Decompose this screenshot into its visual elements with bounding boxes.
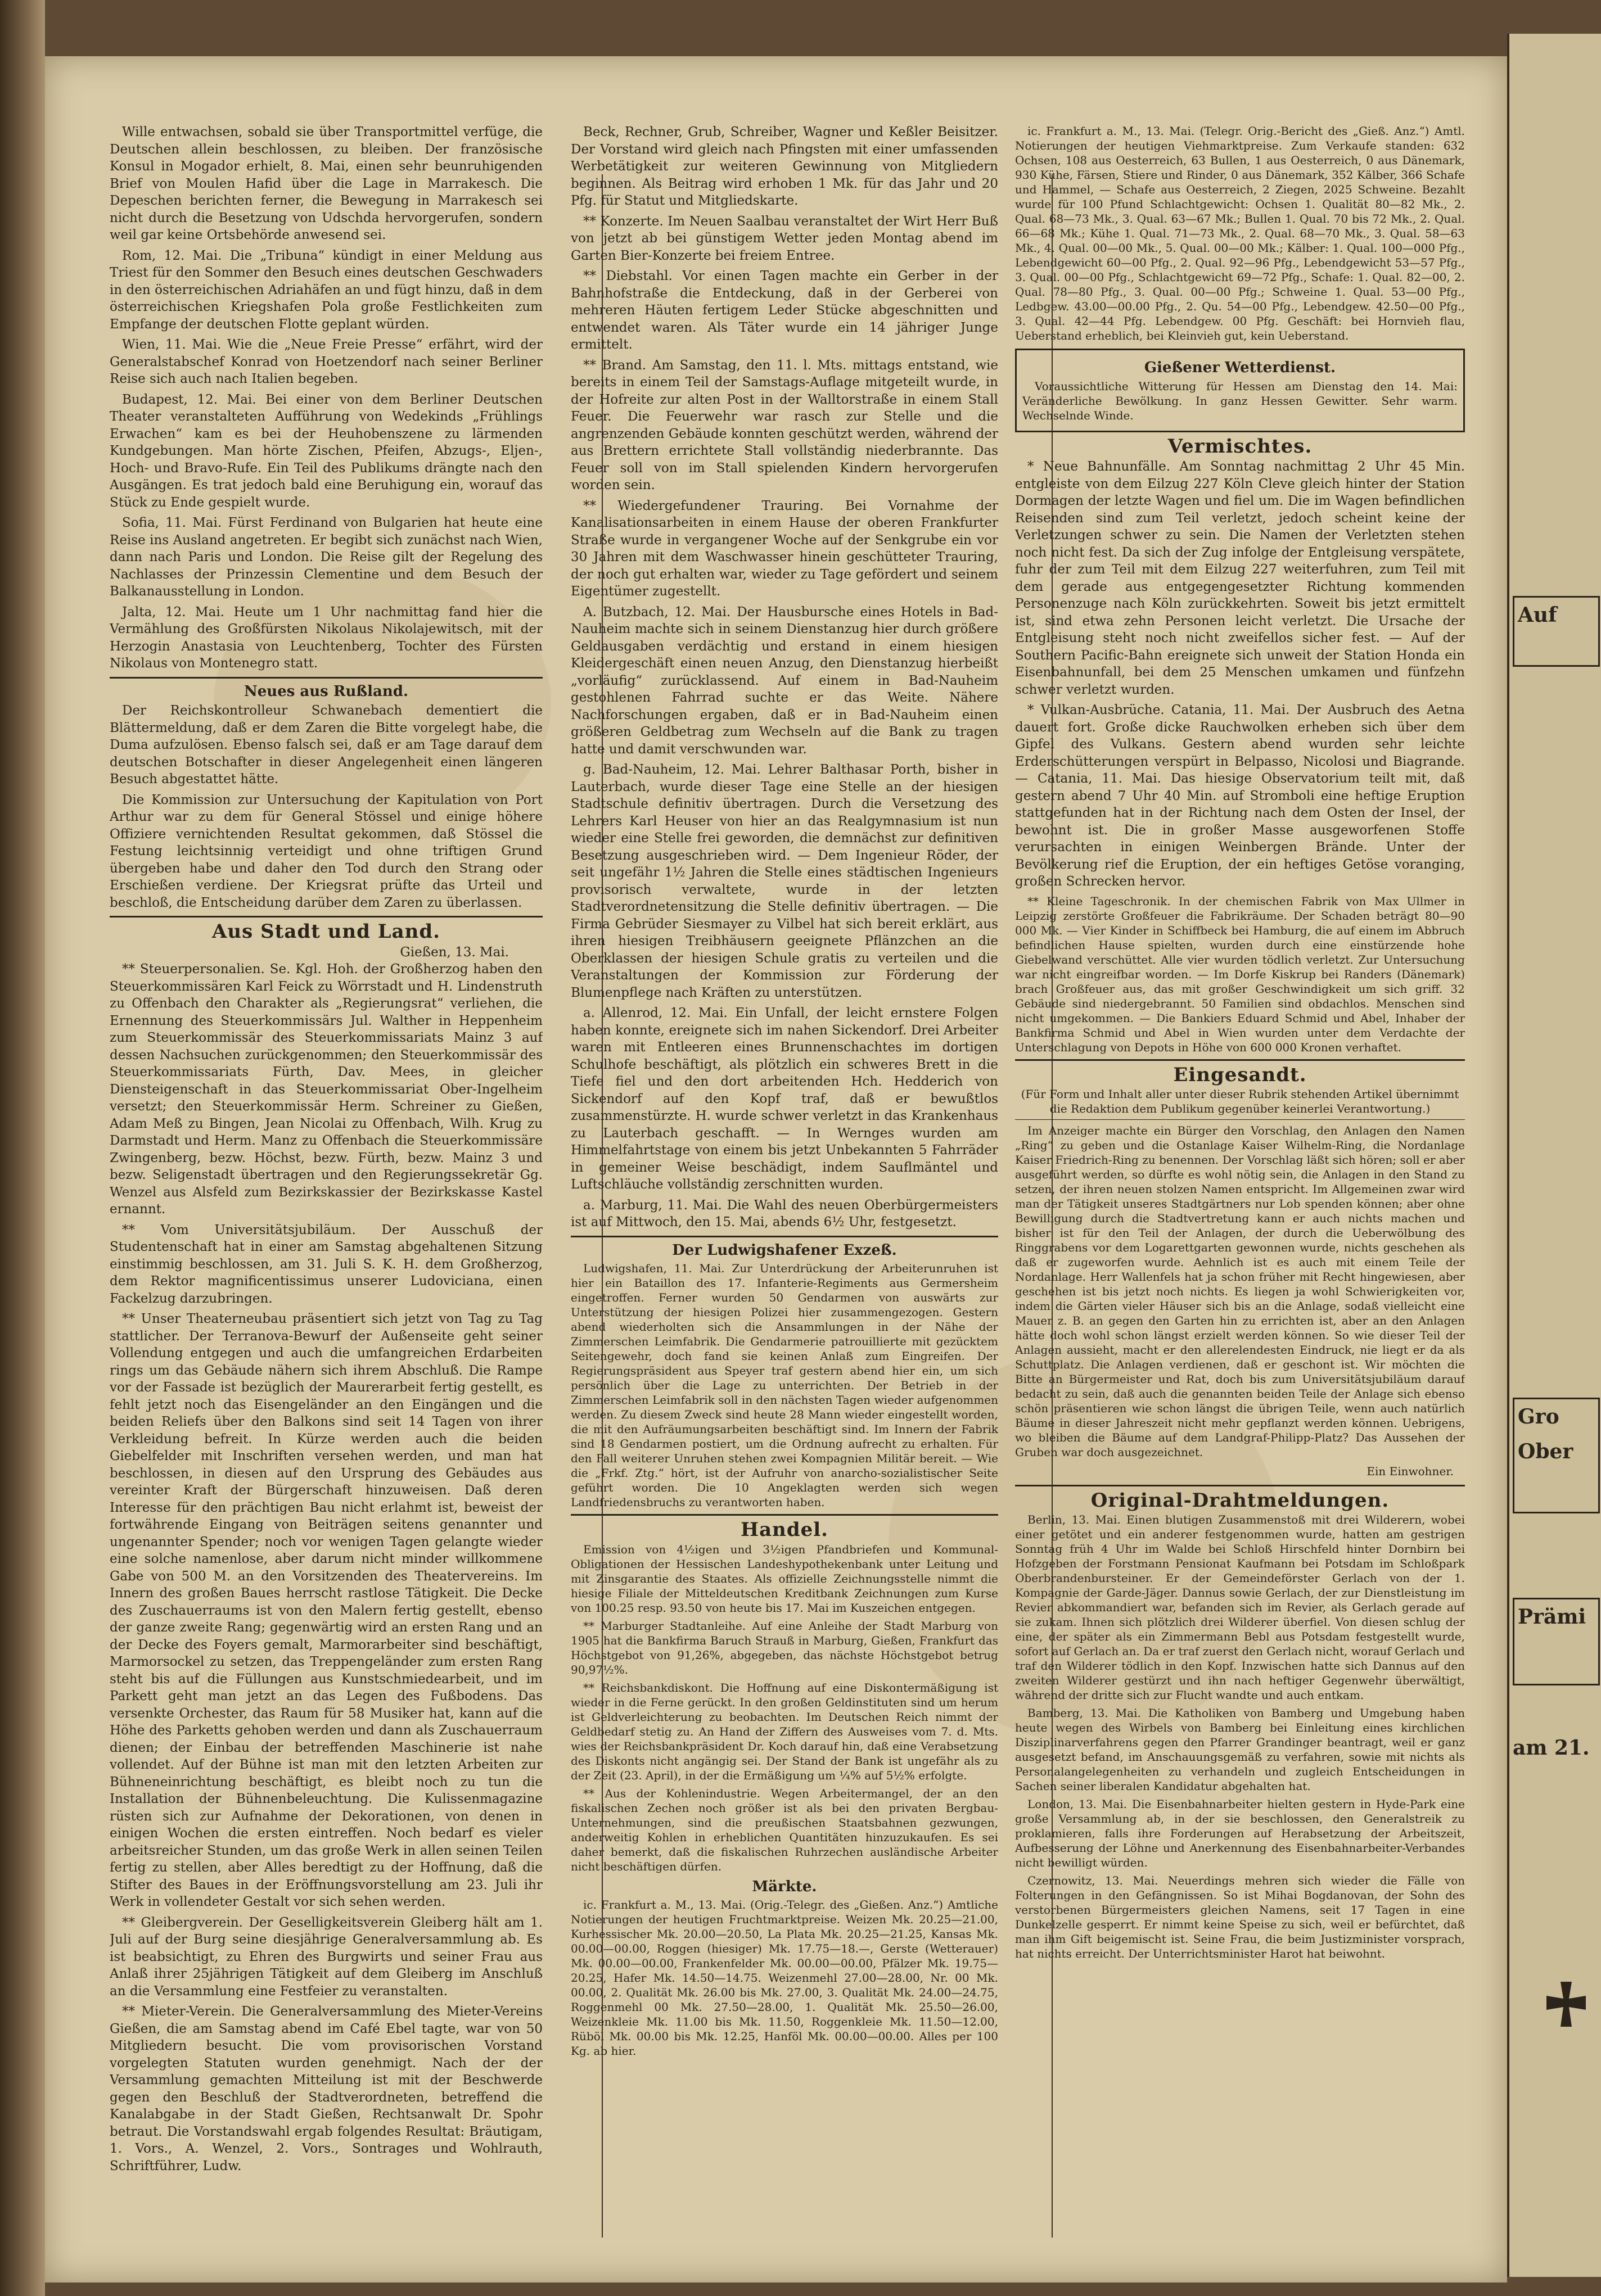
- article-paragraph: Berlin, 13. Mai. Einen blutigen Zusammenstoß mit drei Wilderern, wobei einer getötet und ein anderer festgenommen wurde, hatten am gestrigen Sonntag früh 4 Uhr im Walde bei Schloß Hirschfeld hinter Dornbirn bei Hofzgeben der Forstmann Pensionat Kaufmann bei Potsdam im Schloßpark Oberbrandenbursteiner. Er der Gemeindeförster Gerlach von der 1. Kompagnie der Garde-Jäger. Dannus sowie Gerlach, der zur Dienstleistung im Revier abkommandiert war, befanden sich im Revier, als Gerlach gerade auf sie zukam. Ihnen sich plötzlich drei Wilderer überfiel. Von diesen schlug der eine, der später als ein Zimmermann Bebl aus Potsdam festgestellt wurde, sofort auf Gerlach an. Da er traf zuerst den Gerlach nicht, worauf Gerlach und traf den Wilderer tödlich in den Kopf. Inzwischen hatte sich Dannus auf den zweiten Wilderer gestürzt und ihn nach heftiger Gegenwehr überwältigt, während der dritte sich zur Flucht wandte und auch entkam.: [1015, 1513, 1465, 1702]
- intro-news: [110, 124, 543, 672]
- editorial-note: (Für Form und Inhalt aller unter dieser Rubrik stehenden Artikel übernimmt die Redaktion dem Publikum gegenüber keinerlei Verantwortung.): [1021, 1087, 1459, 1115]
- section-rule: [1015, 1119, 1465, 1120]
- article-paragraph: Im Anzeiger machte ein Bürger den Vorschlag, den Anlagen den Namen „Ring“ zu geben und die Ostanlage Kaiser Wilhelm-Ring, die Nordanlage Kaiser Friedrich-Ring zu benennen. Der Vorschlag läßt sich hören; soll er aber ausgeführt werden, so dürfte es wohl nötig sein, die Anlagen in den Stand zu setzen, der ihren neuen stolzen Namen entspricht. Im Allgemeinen zwar wird man der Tätigkeit unseres Stadtgärtners nur Lob spenden können; aber ohne Bewilligung durch die Stadtvertretung kann er auch nichts machen und bisher ist für den Teil der Anlagen, der durch die Ueberwölbung des Ringgrabens vor dem Logarettgarten gewonnen wurde, nichts geschehen als daß er zugeworfen wurde. Aehnlich ist es auch mit einem Teile der Nordanlage. Herr Wallenfels hat ja schon früher mit Recht hingewiesen, aber geschehen ist bis jetzt noch nichts. Es liegen ja wohl Schwierigkeiten vor, indem die Gärten vieler Häuser sich bis an die Anlage, sodaß vielleicht eine Mauer z. B. an gegen den Garten hin zu errichten ist, aber an den Anlagen hätte doch wohl schon längst erzielt werden können. So wie dieser Teil der Anlagen aussieht, macht er den allerelendesten Eindruck, nie liegt er da als Schuttplatz. Die Anlagen verdienen, daß er geschont ist. Wir möchten die Bitte an Bürgermeister und Rat, doch bis zum Universitätsjubiläum darauf bedacht zu sein, daß auch die genannten beiden Teile der Anlage sich ebenso schön präsentieren wie schon längst die übrigen Teile, wenn auch natürlich Bäume in dieser Jahreszeit nicht mehr gepflanzt werden können. Uebrigens, wo bleiben die Bäume auf dem Landgraf-Philipp-Platz? Das Aussehen der Gruben war doch ausgezeichnet.: [1015, 1124, 1465, 1459]
- article-paragraph: ** Marburger Stadtanleihe. Auf eine Anleihe der Stadt Marburg von 1905 hat die Bankfirma Baruch Strauß in Marburg, Gießen, Frankfurt das Höchstgebot von 91,26%, abgegeben, das nächste Höchstgebot betrug 90,97½%.: [571, 1619, 998, 1676]
- section-rule: [110, 677, 543, 679]
- ad-text: Gro: [1518, 1405, 1559, 1429]
- section-heading-eingesandt: Eingesandt.: [1173, 1063, 1307, 1086]
- article-paragraph: Die Kommission zur Untersuchung der Kapitulation von Port Arthur war zu dem für General Stössel und einige höhere Offiziere vernichtenden Resultat gekommen, daß Stössel die Festung leichtsinnig verteidigt und ohne triftigen Grund übergeben habe und daher den Tod durch den Strang oder Erschießen verdiene. Der Kriegsrat prüfte das Urteil und beschloß, die Entscheidung darüber dem Zaren zu überlassen.: [110, 792, 543, 910]
- article-paragraph: Jalta, 12. Mai. Heute um 1 Uhr nachmittag fand hier die Vermählung des Großfürsten Nikolaus Nikolajewitsch, mit der Herzogin Anastasia von Leuchtenberg, Tochter des Fürsten Nikolaus von Montenegro statt.: [110, 604, 543, 671]
- article-paragraph: Rom, 12. Mai. Die „Tribuna“ kündigt in einer Meldung aus Triest für den Sommer den Besuch eines deutschen Geschwaders in den österreichischen Adriahäfen an und fügt hinzu, daß in dem österreichischen Kriegshafen Pola große Festlichkeiten zum Empfange der deutschen Flotte geplant würden.: [110, 248, 543, 332]
- article-paragraph: Beck, Rechner, Grub, Schreiber, Wagner und Keßler Beisitzer. Der Vorstand wird gleich nach Pfingsten mit einer umfassenden Werbetätigkeit zur weiteren Gewinnung von Mitgliedern beginnen. Als Beitrag wird erhoben 1 Mk. für das Jahr und 20 Pfg. für Statut und Mitgliedskarte.: [571, 125, 998, 208]
- article-paragraph: A. Butzbach, 12. Mai. Der Hausbursche eines Hotels in Bad-Nauheim machte sich in seinem Dienstanzug hier durch größere Geldausgaben verdächtig und erstand in einem hiesigen Kleidergeschäft einen neuen Anzug, den Dienstanzug hierbeißt „vorläufig“ zurücklassend. Auf einem in Bad-Nauheim gestohlenen Fahrrad suchte er das Weite. Nähere Nachforschungen ergaben, daß er in Bad-Nauheim einen größeren Geldbetrag zum Wechseln auf die Bank zu tragen hatte und damit verschwunden war.: [571, 604, 998, 757]
- article-paragraph: ** Unser Theaterneubau präsentiert sich jetzt von Tag zu Tag stattlicher. Der Terranova-Bewurf der Außenseite geht seiner Vollendung entgegen und auch die umfangreichen Erdarbeiten rings um das Gebäude nähern sich ihrem Abschluß. Die Rampe vor der Fassade ist bezüglich der Maurerarbeit fertig gestellt, es fehlt jetzt noch das Eisengeländer an den Eingängen und die beiden Reliefs über den Balkons sind seit 14 Tagen von ihrer Verkleidung befreit. In Kürze werden auch die beiden Giebelfelder mit Inschriften versehen werden, und man hat beschlossen, in diesen auf den Ursprung des Gebäudes aus vereinter Kraft der Bürgerschaft hinzuweisen. Daß deren Interesse für den prächtigen Bau nicht erlahmt ist, beweist der fortwährende Eingang von Beiträgen seitens genannter und ungenannter Spender; noch vor wenigen Tagen gelangte wieder eine solche namenlose, aber darum nicht minder willkommene Gabe von 500 M. an den Vorsitzenden des Theatervereins. Im Innern des großen Baues herrscht rastlose Tätigkeit. Die Decke des Zuschauerraums ist von den Malern fertig gestellt, ebenso der ganze zweite Rang; gegenwärtig wird an ersten Rang und an der Decke des Foyers gemalt, Marmorarbeiter sind beschäftigt, Marmorsockel zu setzen, das Treppengeländer zum ersten Rang steht bis auf die Füllungen aus Kunstschmiedearbeit, und im Parkett geht man jetzt an das Legen des Fußbodens. Das versenkte Orchester, das Raum für 58 Musiker hat, kann auf die Höhe des Parketts gehoben werden und dann als Zuschauerraum dienen; der Einbau der betreffenden Maschinerie ist nahe vollendet. Auf der Bühne ist man mit den letzten Arbeiten zur Bühneneinrichtung beschäftigt, es bleibt noch zu tun die Installation der Bühnenbeleuchtung. Die Kulissenmagazine rüsten sich zur Aufnahme der Dekorationen, von denen in einigen Wochen die ersten eintreffen. Noch bedarf es vieler arbeitsreicher Stunden, um das große Werk in allen seinen Teilen fertig zu stellen, aber Alles beredtigt zu der Hoffnung, daß die Stifter des Baues in der Eröffnungsvorstellung am 23. Juli ihr Werk in vollendeter Gestalt vor sich sehen werden.: [110, 1312, 543, 1909]
- section-rule: [1015, 1059, 1465, 1061]
- article-paragraph: Der Reichskontrolleur Schwanebach dementiert die Blättermeldung, daß er dem Zaren die Bitte vorgelegt habe, die Duma aufzulösen. Ebenso falsch sei, daß er am Tage darauf dem deutschen Botschafter in dieser Angelegenheit einen längeren Besuch abgestattet hätte.: [110, 703, 543, 787]
- adjacent-page: [1507, 34, 1601, 2277]
- article-paragraph: Bamberg, 13. Mai. Die Katholiken von Bamberg und Umgebung haben heute wegen des Wirbels von Bamberg bei Einleitung eines kirchlichen Disziplinarverfahrens gegen den Pfarrer Grandinger beantragt, weil er ganz ausgesetzt befand, im Anschauungsgemäß zu verfahren, sowie mit nichts als Personalangelegenheiten zu verhandeln und zugleich Entscheidungen in Sachen seiner liberalen Kandidatur abgehalten hat.: [1015, 1706, 1465, 1793]
- ad-box: [1513, 596, 1600, 667]
- article-paragraph: London, 13. Mai. Die Eisenbahnarbeiter hielten gestern in Hyde-Park eine große Versammlung ab, in der sie beschlossen, den Generalstreik zu proklamieren, falls ihre Forderungen auf Herabsetzung der Arbeitszeit, Aufbesserung der Löhne und Anerkennung des Eisenbahnarbeiter-Verbandes nicht bewilligt würden.: [1015, 1797, 1465, 1869]
- section-heading-stadt-land: Aus Stadt und Land.: [212, 920, 440, 943]
- section-heading-maerkte: Märkte.: [752, 1878, 817, 1895]
- article-paragraph: ic. Frankfurt a. M., 13. Mai. (Orig.-Telegr. des „Gießen. Anz.“) Amtliche Notierungen der heutigen Fruchtmarktpreise. Weizen Mk. 20.25—21.00, Kurhessischer Mk. 20.00—20.50, La Plata Mk. 20.25—21.25, Kansas Mk. 00.00—00.00, Roggen (hiesiger) Mk. 17.75—18.—, Gerste (Wetterauer) Mk. 00.00—00.00, Frankenfelder Mk. 00.00—00.00, Pfälzer Mk. 19.75—20.25, Hafer Mk. 14.50—14.75. Weizenmehl 27.00—28.00, Nr. 00 Mk. 00.00, 2. Qualität Mk. 26.00 bis Mk. 27.00, 3. Qualität Mk. 24.00—24.75, Roggenmehl 00 Mk. 27.50—28.00, 1. Qualität Mk. 25.50—26.00, Weizenkleie Mk. 11.00 bis Mk. 11.50, Roggenkleie Mk. 11.50—12.00, Rüböl Mk. 00.00 bis Mk. 12.25, Hanföl Mk. 00.00—00.00. Alles per 100 Kg. ab hier.: [571, 1898, 998, 2058]
- article-paragraph: a. Marburg, 11. Mai. Die Wahl des neuen Oberbürgermeisters ist auf Mittwoch, den 15. Mai, abends 6½ Uhr, festgesetzt.: [571, 1197, 998, 1230]
- article-paragraph: * Vulkan-Ausbrüche. Catania, 11. Mai. Der Ausbruch des Aetna dauert fort. Große dicke Rauchwolken erheben sich über dem Gipfel des Vulkans. Gestern abend wurden sehr leichte Erderschütterungen verspürt in Belpasso, Nicolosi und Biagrande. — Catania, 11. Mai. Das hiesige Observatorium teilt mit, daß gestern abend 7 Uhr 40 Min. auf Stromboli eine heftige Eruption stattgefunden hat in der Richtung nach dem Osten der Insel, der bewohnt ist. Die in großer Masse ausgeworfenen Stoffe verursachten in einigen Weinbergen Brände. Unter der Bevölkerung rief die Eruption, der ein heftiges Getöse voranging, großen Schrecken hervor.: [1015, 703, 1465, 889]
- section-heading-wetter: Gießener Wetterdienst.: [1144, 359, 1336, 376]
- column-2: [571, 124, 998, 2243]
- ad-text: am 21.: [1513, 1736, 1590, 1760]
- article-paragraph: ** Konzerte. Im Neuen Saalbau veranstaltet der Wirt Herr Buß von jetzt ab bei günstigem Wetter jeden Montag abend im Garten Bier-Konzerte bei freiem Entree.: [571, 214, 998, 263]
- article-paragraph: ** Steuerpersonalien. Se. Kgl. Hoh. der Großherzog haben den Steuerkommissären Karl Feick zu Wörrstadt und H. Lindenstruth zu Offenbach den Charakter als „Regierungsrat“ verliehen, die Ernennung des Steuerkommissärs Jul. Walther in Heppenheim zum Steuerkommissär des Steuerkommissariats Mainz 3 auf dessen Nachsuchen zurückgenommen; den Steuerkommissär des Steuerkommissariats Fürth, Dav. Mees, in gleicher Diensteigenschaft in das Steuerkommissariat Ober-Ingelheim versetzt; den Steuerkommissär Herm. Schreiner zu Gießen, Adam Meß zu Bingen, Jean Nicolai zu Offenbach, Wilh. Krug zu Darmstadt und Herm. Manz zu Offenbach die Steuerkommissäre Zwingenberg, bezw. Höchst, bezw. Fürth, bezw. Mainz 3 und bezw. Seligenstadt übertragen und den Regierungssekretär Gg. Wenzel aus Alsfeld zum Bezirkskassier der Bezirkskasse Kastel ernannt.: [110, 962, 543, 1217]
- article-paragraph: Czernowitz, 13. Mai. Neuerdings mehren sich wieder die Fälle von Folterungen in den Gefängnissen. So ist Mihai Bogdanovan, der Sohn des verstorbenen Bürgermeisters gleichen Namens, seit 17 Tagen in eine Dunkelzelle gesperrt. Er nimmt keine Speise zu sich, weil er befürchtet, daß man ihm Gift beigemischt ist. Seine Frau, die beim Justizminister vorsprach, hat nichts erreicht. Der Unterrichtsminister Harot hat beiwohnt.: [1015, 1874, 1465, 1960]
- article-paragraph: ** Gleibergverein. Der Geselligkeitsverein Gleiberg hält am 1. Juli auf der Burg seine diesjährige Generalversammlung ab. Es ist beabsichtigt, zu Ehren des Burgwirts und seiner Frau aus Anlaß ihrer 25jährigen Tätigkeit auf dem Gleiberg im Anschluß an die Versammlung eine Festfeier zu veranstalten.: [110, 1915, 543, 1999]
- article-paragraph: ** Kleine Tageschronik. In der chemischen Fabrik von Max Ullmer in Leipzig zerstörte Großfeuer die Fabrikräume. Der Schaden beträgt 80—90 000 Mk. — Vier Kinder in Schiffbeck bei Hamburg, die auf einem im Abbruch befindlichen Hause spielten, wurden durch eine einstürzende hohe Giebelwand verschüttet. Alle vier wurden tödlich verletzt. Zur Untersuchung war nicht eingreifbar worden. — Im Dorfe Kiskrup bei Randers (Dänemark) brach Großfeuer aus, das mit großer Geschwindigkeit um sich griff. 32 Gebäude sind niedergebrannt. 50 Familien sind obdachlos. Menschen sind nicht umgekommen. — Die Bankiers Eduard Schmid und Abel, Inhaber der Bankfirma Schmid und Abel in Wien wurden unter dem Verdachte der Unterschlagung von Depots in Höhe von 600 000 Kronen verhaftet.: [1015, 894, 1465, 1054]
- dateline: Gießen, 13. Mai.: [400, 944, 509, 960]
- section-heading-vermischtes: Vermischtes.: [1167, 435, 1313, 458]
- article-paragraph: * Neue Bahnunfälle. Am Sonntag nachmittag 2 Uhr 45 Min. entgleiste von dem Eilzug 227 Köln Cleve gleich hinter der Station Dormagen der letzte Wagen und fiel um. Die im Wagen befindlichen Reisenden sind zum Teil verletzt, jedoch scheint keine der Verletzungen schwer zu sein. Die Namen der Verletzten stehen noch nicht fest. Da sich der Zug infolge der Entgleisung verspätete, fuhr der zum Teil mit dem Eilzug 227 weiterfuhren, zum Teil mit dem gerade aus entgegengesetzter Richtung kommenden Personenzuge nach Köln zurückkehrten. Soweit bis jetzt ermittelt ist, sind etwa zehn Personen leicht verletzt. Die Ursache der Entgleisung steht noch nicht zweifellos sicher fest. — Auf der Southern Pacific-Bahn ereignete sich unweit der Station Honda ein Eisenbahnunfall, bei dem 25 Menschen umkamen und fünfzehn schwer verletzt wurden.: [1015, 459, 1465, 697]
- section-heading-ludwigshafen: Der Ludwigshafener Exzeß.: [672, 1241, 897, 1259]
- ad-text: Prämi: [1518, 1605, 1586, 1629]
- article-paragraph: Emission von 4½igen und 3½igen Pfandbriefen und Kommunal-Obligationen der Hessischen Landeshypothekenbank unter Leitung und mit Zinsgarantie des Staates. Als offizielle Zeichnungsstelle nimmt die hiesige Filiale der Mitteldeutschen Kreditbank Zeichnungen zum Kurse von 100.25 resp. 93.50 von heute bis 17. Mai im Kuszeichen entgegen.: [571, 1542, 998, 1615]
- ad-box: [1513, 1398, 1600, 1513]
- iron-cross-icon: [1541, 1979, 1591, 2030]
- section-heading-drahtmeldungen: Original-Drahtmeldungen.: [1090, 1489, 1390, 1512]
- article-paragraph: Wille entwachsen, sobald sie über Transportmittel verfüge, die Deutschen allein beschlossen, zu bleiben. Der französische Konsul in Mogador erhielt, 8. Mai, einen sehr beunruhigenden Brief von Moulen Hafid über die Lage in Marrakesch. Die Depeschen berichten ferner, die Bewegung in Marrakesch sei nicht durch die Besetzung von Udschda hervorgerufen, sondern weil gar keine Ortsbehörde anwesend sei.: [110, 125, 543, 242]
- article-paragraph: ** Wiedergefundener Trauring. Bei Vornahme der Kanalisationsarbeiten in einem Hause der oberen Frankfurter Straße wurde in vergangener Woche auf der Senkgrube ein vor 30 Jahren mit dem Waschwasser hinein geschütteter Trauring, der noch gut erhalten war, wieder zu Tage gefördert und seinem Eigentümer zugestellt.: [571, 498, 998, 599]
- article-paragraph: ** Aus der Kohlenindustrie. Wegen Arbeitermangel, der an den fiskalischen Zechen noch größer ist als bei den privaten Bergbau-Unternehmungen, sind die preußischen Staatsbahnen gezwungen, anderweitig Kohlen in erheblichen Quantitäten hinzuzukaufen. Es sei daher bemerkt, daß die fiskalischen Ruhrzechen ausländische Arbeiter nicht beschäftigen dürfen.: [571, 1786, 998, 1873]
- article-paragraph: g. Bad-Nauheim, 12. Mai. Lehrer Balthasar Porth, bisher in Lauterbach, wurde dieser Tage eine Stelle an der hiesigen Stadtschule definitiv übertragen. Durch die Versetzung des Lehrers Karl Heuser von hier an das Realgymnasium ist nun wieder eine Stelle frei geworden, die demnächst zur definitiven Besetzung ausgeschrieben wird. — Dem Ingenieur Röder, der seit ungefähr 1½ Jahren die Stelle eines städtischen Ingenieurs provisorisch verwaltete, wurde in der letzten Stadtverordnetensitzung die Stelle definitiv übertragen. — Die Firma Gebrüder Siesmayer zu Vilbel hat sich bereit erklärt, aus ihren hiesigen Treibhäusern geeignete Pflänzchen an die Oberklassen der hiesigen Schule gratis zu verteilen und die Veranstaltungen der Kommission zur Förderung der Blumenpflege nach Kräften zu unterstützen.: [571, 762, 998, 1000]
- ad-box: [1513, 1598, 1600, 1685]
- article-paragraph: ** Brand. Am Samstag, den 11. l. Mts. mittags entstand, wie bereits in einem Teil der Samstags-Auflage mitgeteilt wurde, in der Hofreite zur alten Post in der Walltorstraße in einem Stall Feuer. Die Feuerwehr war rasch zur Stelle und die angrenzenden Gebäude konnten geschützt werden, während der aus Brettern errichtete Stall vollständig niederbrannte. Das Feuer soll von im Stall spielenden Kindern hervorgerufen worden sein.: [571, 358, 998, 492]
- weather-box: [1015, 349, 1465, 432]
- column-1: [110, 124, 543, 2243]
- section-rule: [110, 916, 543, 918]
- article-paragraph: Wien, 11. Mai. Wie die „Neue Freie Presse“ erfährt, wird der Generalstabschef Konrad von Hoetzendorf nach seiner Berliner Reise sich auch nach Italien begeben.: [110, 337, 543, 386]
- newspaper-page: [45, 56, 1507, 2283]
- book-binding: [0, 0, 45, 2296]
- article-paragraph: ** Vom Universitätsjubiläum. Der Ausschuß der Studentenschaft hat in einer am Samstag abgehaltenen Sitzung einstimmig beschlossen, am 31. Juli S. K. H. dem Großherzog, dem Rektor magnificentissimus unserer Ludoviciana, einen Fackelzug darzubringen.: [110, 1222, 543, 1306]
- article-paragraph: Budapest, 12. Mai. Bei einer von dem Berliner Deutschen Theater veranstalteten Aufführung von Wedekinds „Frühlings Erwachen“ kam es bei der Heuhobenszene zu lärmenden Kundgebungen. Man hörte Zischen, Pfeifen, Abzugs-, Eljen-, Hoch- und Bravo-Rufe. Ein Teil des Publikums drängte nach den Ausgängen. Es trat jedoch bald eine Beruhigung ein, worauf das Stück zu Ende gespielt wurde.: [110, 392, 543, 510]
- section-rule: [571, 1514, 998, 1516]
- section-heading-russland: Neues aus Rußland.: [243, 683, 408, 700]
- section-heading-handel: Handel.: [740, 1518, 829, 1541]
- column-3: [1015, 124, 1465, 2243]
- section-rule: [1015, 1485, 1465, 1486]
- article-paragraph: a. Allenrod, 12. Mai. Ein Unfall, der leicht ernstere Folgen haben konnte, ereignete sich im nahen Sickendorf. Drei Arbeiter waren mit Entleeren eines Brunnenschachtes im dortigen Schulhofe beschäftigt, als plötzlich ein schweres Brett in die Tiefe fiel und den dort arbeitenden Hch. Hedderich von Sickendorf auf den Kopf traf, daß er bewußtlos zusammenstürzte. H. wurde schwer verletzt in das Krankenhaus zu Lauterbach geschafft. — In Wernges wurden am Himmelfahrtstage von einem bis jetzt Unbekannten 5 Fahrräder in gemeiner Weise beschädigt, indem Sauflmäntel und Luftschläuche vollständig zerschnitten wurden.: [571, 1006, 998, 1192]
- signature: Ein Einwohner.: [1367, 1465, 1454, 1478]
- section-rule: [571, 1236, 998, 1237]
- article-paragraph: ic. Frankfurt a. M., 13. Mai. (Telegr. Orig.-Bericht des „Gieß. Anz.“) Amtl. Notierungen der heutigen Viehmarktpreise. Zum Verkaufe standen: 632 Ochsen, 108 aus Oesterreich, 63 Bullen, 1 aus Oesterreich, 0 aus Dänemark, 930 Kühe, Färsen, Stiere und Rinder, 0 aus Dänemark, 352 Kälber, 366 Schafe und Hammel, — Schafe aus Oesterreich, 2 Ziegen, 2025 Schweine. Bezahlt wurde für 100 Pfund Schlachtgewicht: Ochsen 1. Qualität 80—82 Mk., 2. Qual. 68—73 Mk., 3. Qual. 63—67 Mk.; Bullen 1. Qual. 70 bis 72 Mk., 2. Qual. 66—68 Mk.; Kühe 1. Qual. 71—73 Mk., 2. Qual. 68—70 Mk., 3. Qual. 58—63 Mk., 4. Qual. 00—00 Mk., 5. Qual. 00—00 Mk.; Kälber: 1. Qual. 100—000 Pfg., Lebendgewicht 60—00 Pfg., 2. Qual. 92—96 Pfg., Lebendgewicht 53—57 Pfg., 3. Qual. 00—00 Pfg., Schlachtgewicht 69—72 Pfg., Schafe: 1. Qual. 82—00, 2. Qual. 78—80 Pfg., 3. Qual. 00—00 Pfg.; Schweine 1. Qual. 53—00 Pfg., Ledbgew. 43.00—00.00 Pfg., 2. Qu. 54—00 Pfg., Lebendgew. 42.50—00 Pfg., 3. Qual. 42—44 Pfg. Lebendgew. 00 Pfg. Geschäft: bei Hornvieh flau, Ueberstand erheblich, bei Kleinvieh gut, kein Ueberstand.: [1015, 124, 1465, 342]
- article-paragraph: ** Reichsbankdiskont. Die Hoffnung auf eine Diskontermäßigung ist wieder in die Ferne gerückt. In den großen Geldinstituten sind um herum ist Geldverleichterung zu beobachten. Im Deutschen Reich nimmt der Geldbedarf stetig zu. An Hand der Ziffern des Ausweises vom 7. d. Mts. wies der Reichsbankpräsident Dr. Koch darauf hin, daß eine Verabsetzung des Diskonts nicht angängig sei. Der Stand der Bank ist ungefähr als zu der Zeit (23. April), in der die Ermäßigung um ¼% auf 5½% erfolgte.: [571, 1680, 998, 1782]
- article-paragraph: Sofia, 11. Mai. Fürst Ferdinand von Bulgarien hat heute eine Reise ins Ausland angetreten. Er begibt sich zunächst nach Wien, dann nach Paris und London. Die Reise gilt der Regelung des Nachlasses der Prinzessin Clementine und dem Besuch der Balkanausstellung in London.: [110, 516, 543, 599]
- ad-text: Ober: [1518, 1440, 1573, 1463]
- article-paragraph: Ludwigshafen, 11. Mai. Zur Unterdrückung der Arbeiterunruhen ist hier ein Bataillon des 17. Infanterie-Regiments aus Germersheim eingetroffen. Ferner wurden 50 Gendarmen von auswärts zur Unterstützung der hiesigen Polizei hier zusammengezogen. Gestern abend wiederholten sich die Ansammlungen in der Nähe der Zimmerschen Leimfabrik. Die Gendarmerie patrouillierte mit gezücktem Seitengewehr, doch fand sie keinen Anlaß zum Eingreifen. Der Regierungspräsident aus Speyer traf gestern abend hier ein, um sich persönlich über die Lage zu unterrichten. Der Betrieb in der Zimmerschen Leimfabrik soll in den nächsten Tagen wieder aufgenommen werden. Zu diesem Zweck sind heute 28 Mann wieder eingestellt worden, die mit den Aufräumungsarbeiten beschäftigt sind. Im Innern der Fabrik sind 18 Gendarmen postiert, um die Ordnung aufrecht zu erhalten. Für den Fall weiterer Unruhen stehen zwei Kompagnien Militär bereit. — Wie die „Frkf. Ztg.“ hört, ist der Aufruhr von anarcho-sozialistischer Seite geführt worden. Die 10 Angeklagten werden sich wegen Landfriedensbruchs zu verantworten haben.: [571, 1262, 998, 1509]
- article-paragraph: ** Mieter-Verein. Die Generalversammlung des Mieter-Vereins Gießen, die am Samstag abend im Café Ebel tagte, war von 50 Mitgliedern besucht. Die vom provisorischen Vorstand vorgelegten Statuten wurden genehmigt. Nach der der Versammlung gemachten Mitteilung ist mit der Beschwerde gegen den Beschluß der Stadtverordneten, betreffend die Kanalabgabe in der Stadt Gießen, Rechtsanwalt Dr. Spohr betraut. Die Vorstandswahl ergab folgendes Resultat: Bräutigam, 1. Vors., A. Wenzel, 2. Vors., Sontrages und Wohlrauth, Schriftführer, Ludw.: [110, 2004, 543, 2173]
- article-paragraph: Voraussichtliche Witterung für Hessen am Dienstag den 14. Mai: Veränderliche Bewölkung. In ganz Hessen Gewitter. Sehr warm. Wechselnde Winde.: [1022, 379, 1458, 422]
- article-paragraph: ** Diebstahl. Vor einen Tagen machte ein Gerber in der Bahnhofstraße die Entdeckung, daß in der Gerberei von mehreren Häuten fertigem Leder Stücke abgeschnitten und entwendet waren. Als Täter wurde ein 14 jähriger Junge ermittelt.: [571, 269, 998, 352]
- ad-text: Auf: [1518, 603, 1557, 627]
